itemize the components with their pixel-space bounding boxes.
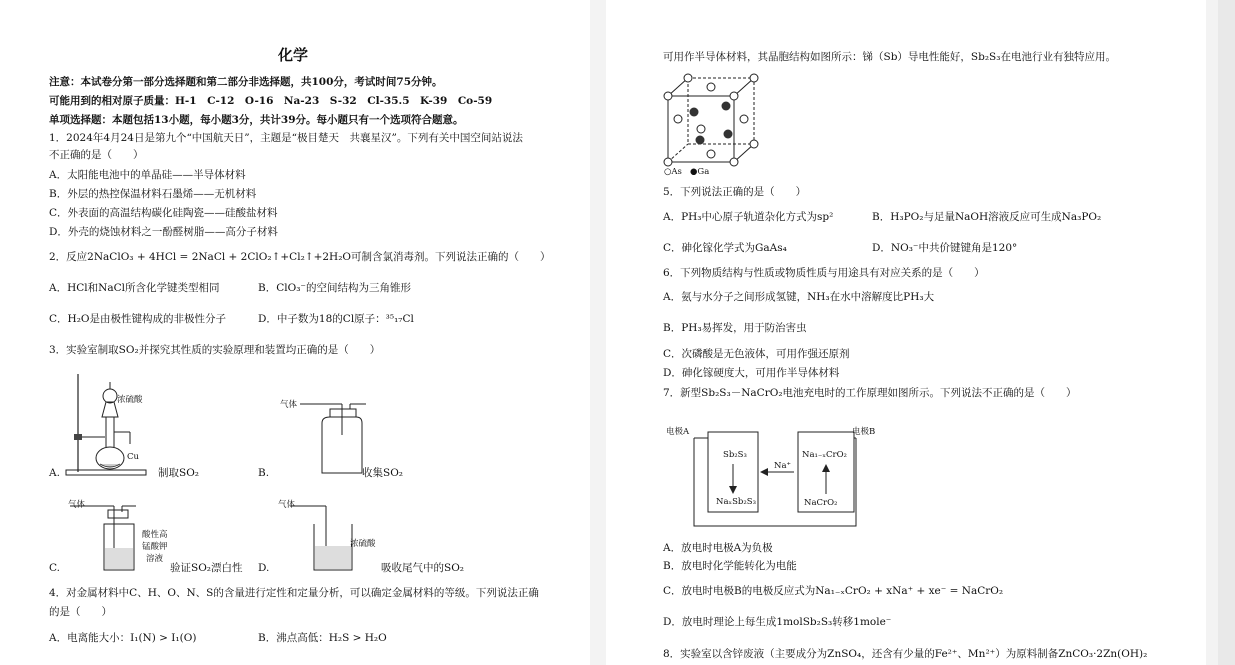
intro-line: 可用作半导体材料，其晶胞结构如图所示：锑（Sb）导电性能好，Sb₂S₃在电池行业有独特应用。 bbox=[663, 51, 1116, 63]
q2-option-c: C．H₂O是由极性键构成的非极性分子 bbox=[49, 313, 227, 325]
label-naxsb2s3: NaₓSb₂S₃ bbox=[716, 497, 757, 507]
q5-option-a: A．PH₃中心原子轨道杂化方式为sp² bbox=[663, 211, 834, 223]
legend-ga-text: Ga bbox=[697, 167, 710, 177]
q4-stem-line1: 4．对金属材料中C、H、O、N、S的含量进行定性和定量分析，可以确定金属材料的等级。下列说法正确 bbox=[49, 587, 539, 599]
legend-as-text: As bbox=[671, 167, 682, 177]
q3-option-d-letter: D. bbox=[258, 562, 270, 574]
q2-option-b: B．ClO₃⁻的空间结构为三角锥形 bbox=[258, 282, 411, 294]
apparatus-d-figure bbox=[290, 500, 360, 572]
q1-option-b: B．外层的热控保温材料石墨烯——无机材料 bbox=[49, 188, 257, 200]
q3-option-a-text: 制取SO₂ bbox=[158, 467, 200, 479]
q6-option-d: D．砷化镓硬度大，可用作半导体材料 bbox=[663, 367, 840, 379]
label-gas-d: 气体 bbox=[278, 500, 296, 510]
q4-stem-line2: 的是（ ） bbox=[49, 606, 112, 618]
label-na1-xcro2: Na₁₋ₓCrO₂ bbox=[802, 450, 847, 460]
q5-stem: 5．下列说法正确的是（ ） bbox=[663, 186, 807, 198]
q3-option-a-letter: A. bbox=[49, 467, 60, 479]
q3-stem: 3．实验室制取SO₂并探究其性质的实验原理和装置均正确的是（ ） bbox=[49, 344, 381, 356]
q2-option-d: D．中子数为18的Cl原子：³⁵₁₇Cl bbox=[258, 313, 414, 325]
q6-option-a: A．氨与水分子之间形成氢键，NH₃在水中溶解度比PH₃大 bbox=[663, 291, 935, 303]
label-electrode-b: 电极B bbox=[852, 427, 876, 437]
label-sb2s3: Sb₂S₃ bbox=[723, 450, 747, 460]
q7-stem: 7．新型Sb₂S₃－NaCrO₂电池充电时的工作原理如图所示。下列说法不正确的是（ ） bbox=[663, 387, 1077, 399]
label-electrode-a: 电极A bbox=[666, 427, 690, 437]
legend-ga: ●Ga bbox=[690, 167, 710, 177]
legend-as: ○As bbox=[664, 167, 682, 177]
q6-option-c: C．次磷酸是无色液体，可用作强还原剂 bbox=[663, 348, 850, 360]
label-kmno4-line1: 酸性高 bbox=[142, 530, 168, 540]
q3-option-c-text: 验证SO₂漂白性 bbox=[170, 562, 243, 574]
label-gas-b: 气体 bbox=[280, 400, 298, 410]
q7-option-a: A．放电时电极A为负极 bbox=[663, 542, 773, 554]
scrollbar[interactable] bbox=[1218, 0, 1235, 665]
section-heading: 单项选择题：本题包括13小题，每小题3分，共计39分。每小题只有一个选项符合题意。 bbox=[49, 114, 464, 126]
q7-option-c: C．放电时电极B的电极反应式为Na₁₋ₓCrO₂ + xNa⁺ + xe⁻ = NaCrO₂ bbox=[663, 585, 1004, 597]
page-title: 化学 bbox=[278, 46, 309, 64]
q3-option-c-letter: C. bbox=[49, 562, 60, 574]
q3-option-d-text: 吸收尾气中的SO₂ bbox=[381, 562, 465, 574]
q1-option-a: A．太阳能电池中的单晶硅——半导体材料 bbox=[49, 169, 246, 181]
q6-stem: 6．下列物质结构与性质或物质性质与用途具有对应关系的是（ ） bbox=[663, 267, 985, 279]
q4-option-b: B．沸点高低：H₂S > H₂O bbox=[258, 632, 387, 644]
q3-option-b-text: 收集SO₂ bbox=[362, 467, 404, 479]
right-page bbox=[606, 0, 1206, 665]
label-conc-acid-a: 浓硫酸 bbox=[117, 395, 143, 405]
label-kmno4-line3: 溶液 bbox=[146, 554, 164, 564]
label-na-ion: Na⁺ bbox=[774, 461, 791, 471]
apparatus-b-figure bbox=[300, 395, 370, 475]
apparatus-a-figure bbox=[60, 372, 150, 478]
q8-stem: 8．实验室以含锌废液（主要成分为ZnSO₄，还含有少量的Fe²⁺、Mn²⁺）为原料制备ZnCO₃·2Zn(OH)₂ bbox=[663, 648, 1148, 660]
label-gas-c: 气体 bbox=[68, 500, 86, 510]
q7-option-b: B．放电时化学能转化为电能 bbox=[663, 560, 797, 572]
q5-option-b: B．H₃PO₂与足量NaOH溶液反应可生成Na₃PO₂ bbox=[872, 211, 1102, 223]
q3-option-b-letter: B. bbox=[258, 467, 270, 479]
atomic-masses: 可能用到的相对原子质量：H-1 C-12 O-16 Na-23 S-32 Cl-35.5 K-39 Co-59 bbox=[49, 95, 493, 107]
q1-stem-line1: 1．2024年4月24日是第九个“中国航天日”，主题是“极目楚天 共襄星汉”。下列有关中国空间站说法 bbox=[49, 132, 523, 144]
crystal-cell-figure bbox=[664, 74, 760, 166]
apparatus-c-figure bbox=[70, 500, 150, 572]
q7-option-d: D．放电时理论上每生成1molSb₂S₃转移1mole⁻ bbox=[663, 616, 892, 628]
battery-diagram bbox=[664, 420, 874, 532]
label-conc-acid-d: 浓硫酸 bbox=[350, 539, 376, 549]
label-kmno4-line2: 锰酸钾 bbox=[142, 542, 168, 552]
q2-option-a: A．HCl和NaCl所含化学键类型相同 bbox=[49, 282, 220, 294]
q5-option-c: C．砷化镓化学式为GaAs₄ bbox=[663, 242, 787, 254]
exam-note: 注意：本试卷分第一部分选择题和第二部分非选择题，共100分，考试时间75分钟。 bbox=[49, 76, 443, 88]
q6-option-b: B．PH₃易挥发，用于防治害虫 bbox=[663, 322, 807, 334]
q1-option-d: D．外壳的烧蚀材料之一酚醛树脂——高分子材料 bbox=[49, 226, 278, 238]
q1-stem-line2: 不正确的是（ ） bbox=[49, 149, 144, 161]
q5-option-d: D．NO₃⁻中共价键键角是120° bbox=[872, 242, 1018, 254]
q2-stem: 2．反应2NaClO₃ + 4HCl = 2NaCl + 2ClO₂↑+Cl₂↑+2H₂O可制含氯消毒剂。下列说法正确的（ ） bbox=[49, 251, 551, 263]
q1-option-c: C．外表面的高温结构碳化硅陶瓷——硅酸盐材料 bbox=[49, 207, 278, 219]
label-cu: Cu bbox=[127, 452, 139, 462]
label-nacro2: NaCrO₂ bbox=[804, 498, 838, 508]
left-page bbox=[0, 0, 590, 665]
q4-option-a: A．电离能大小：I₁(N) > I₁(O) bbox=[49, 632, 197, 644]
